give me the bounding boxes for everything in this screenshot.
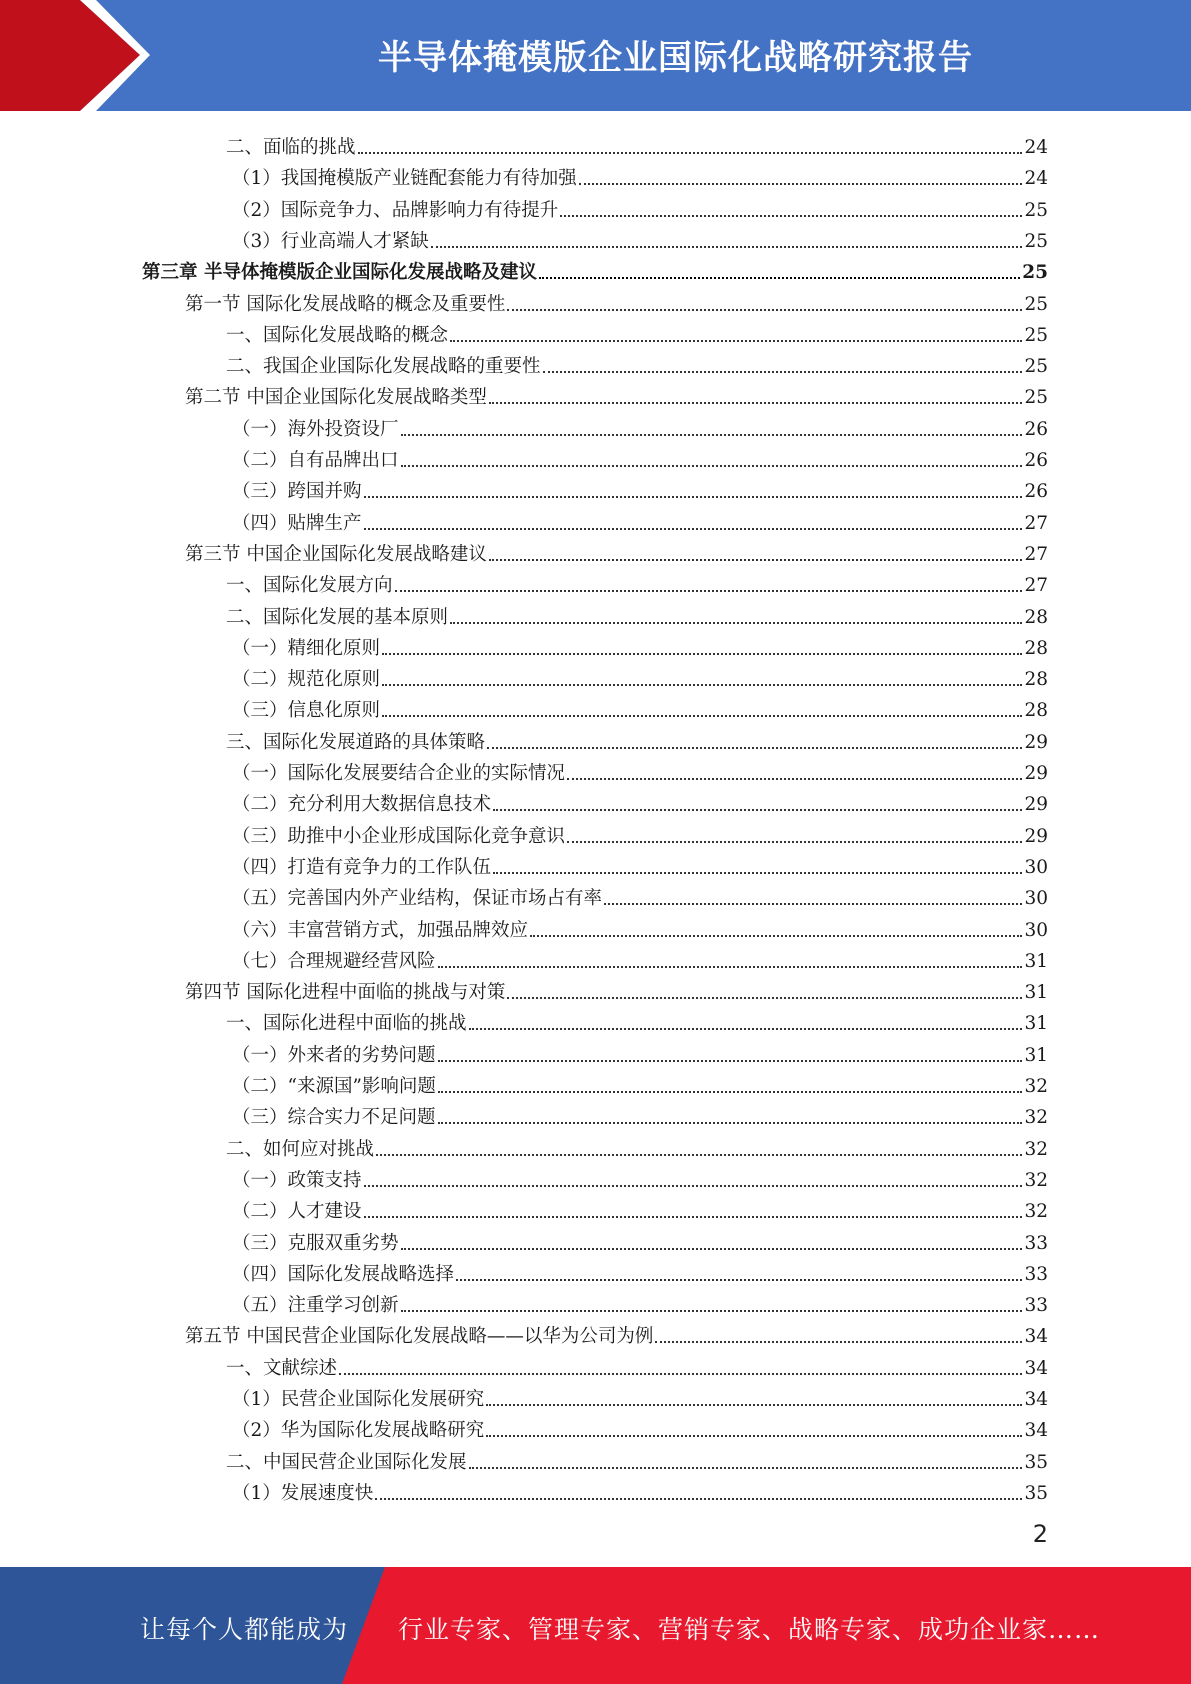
toc-entry[interactable] [232,472,1048,503]
toc-entry[interactable] [232,691,1048,722]
toc-entry-title: （2）华为国际化发展战略研究 [232,1420,485,1442]
toc-entry-page: 25 [1024,387,1048,409]
toc-dot-leader [493,809,1022,811]
toc-entry-page: 31 [1024,1013,1048,1035]
toc-entry-page: 29 [1024,763,1048,784]
toc-entry[interactable] [232,1380,1048,1411]
toc-dot-leader [567,841,1022,843]
toc-entry-title: 第一节 国际化发展战略的概念及重要性 [185,293,506,315]
toc-entry-page: 28 [1024,669,1048,691]
toc-entry[interactable] [232,911,1048,942]
toc-entry[interactable] [226,598,1048,629]
toc-entry-page: 24 [1024,137,1048,158]
toc-entry-page: 26 [1024,450,1048,471]
toc-entry-title: 第四节 国际化进程中面临的挑战与对策 [185,982,506,1004]
toc-entry-title: 二、我国企业国际化发展战略的重要性 [226,356,541,378]
toc-dot-leader [364,1185,1023,1187]
toc-entry[interactable] [232,191,1048,222]
toc-entry[interactable] [226,1130,1048,1161]
toc-entry-title: 一、文献综述 [226,1357,338,1379]
toc-entry[interactable] [232,1192,1048,1223]
toc-dot-leader [376,1154,1022,1156]
toc-entry-page: 26 [1024,418,1048,440]
toc-entry-page: 33 [1024,1295,1048,1317]
toc-entry-page: 35 [1024,1451,1048,1473]
toc-entry[interactable] [232,410,1048,441]
toc-dot-leader [543,371,1023,373]
toc-entry-title: （一）国际化发展要结合企业的实际情况 [232,763,566,784]
toc-entry-page: 25 [1024,293,1048,315]
toc-entry-page: 32 [1024,1169,1048,1191]
toc-entry-title: （三）克服双重劣势 [232,1232,399,1254]
toc-entry-page: 29 [1024,794,1048,816]
toc-dot-leader [567,778,1022,780]
toc-dot-leader [364,496,1023,498]
toc-dot-leader [604,903,1022,905]
toc-dot-leader [469,1028,1023,1030]
toc-entry-page: 32 [1024,1076,1048,1097]
toc-dot-leader [364,528,1023,530]
toc-entry-page: 28 [1024,700,1048,722]
toc-entry-page: 25 [1024,356,1048,378]
toc-entry-page: 31 [1024,1044,1048,1066]
toc-dot-leader [579,183,1023,185]
toc-entry[interactable] [232,660,1048,691]
toc-dot-leader [539,277,1020,279]
toc-entry-title: 第五节 中国民营企业国际化发展战略——以华为公司为例 [185,1326,654,1348]
toc-entry-title: （五）注重学习创新 [232,1295,399,1317]
toc-entry[interactable] [232,1098,1048,1129]
toc-entry[interactable] [226,1443,1048,1474]
toc-entry[interactable] [232,785,1048,816]
toc-entry-page: 31 [1024,950,1048,972]
footer-slogan-left: 让每个人都能成为 [140,1615,349,1644]
toc-entry-page: 25 [1022,262,1048,284]
toc-entry[interactable] [232,1411,1048,1442]
toc-dot-leader [507,309,1022,311]
toc-entry[interactable] [232,1067,1048,1098]
toc-chapter-entry[interactable] [142,253,1048,284]
toc-entry-page: 32 [1024,1201,1048,1223]
toc-entry-page: 34 [1024,1420,1048,1442]
toc-dot-leader [401,434,1023,436]
toc-dot-leader [450,622,1022,624]
toc-entry[interactable] [226,316,1048,347]
toc-entry[interactable] [232,848,1048,879]
toc-entry[interactable] [232,1255,1048,1286]
toc-dot-leader [375,1498,1022,1500]
toc-dot-leader [486,1435,1022,1437]
toc-dot-leader [401,465,1023,467]
toc-entry[interactable] [226,128,1048,159]
toc-entry[interactable] [232,1036,1048,1067]
toc-entry-title: （3）行业高端人才紧缺 [232,230,429,252]
toc-dot-leader [395,590,1023,592]
toc-dot-leader [489,559,1023,561]
toc-dot-leader [438,1091,1023,1093]
document-title: 半导体掩模版企业国际化战略研究报告 [378,38,973,78]
toc-dot-leader [382,653,1022,655]
toc-entry-title: （二）“来源国”影响问题 [232,1076,436,1097]
toc-dot-leader [469,1467,1023,1469]
toc-entry-page: 32 [1024,1107,1048,1129]
toc-entry-title: （七）合理规避经营风险 [232,950,436,972]
page-number: 2 [1032,1520,1048,1548]
toc-entry-page: 27 [1024,512,1048,534]
toc-entry-page: 30 [1024,856,1048,878]
toc-entry[interactable] [232,441,1048,472]
toc-entry-title: （一）海外投资设厂 [232,418,399,440]
toc-entry-page: 32 [1024,1138,1048,1160]
toc-entry-title: （1）我国掩模版产业链配套能力有待加强 [232,168,577,190]
toc-dot-leader [487,747,1022,749]
toc-dot-leader [486,1404,1022,1406]
toc-dot-leader [489,402,1023,404]
toc-dot-leader [655,1341,1022,1343]
toc-dot-leader [431,246,1023,248]
toc-dot-leader [382,715,1022,717]
toc-entry[interactable] [185,285,1048,316]
toc-entry-page: 24 [1024,168,1048,190]
toc-entry-title: （二）自有品牌出口 [232,450,399,471]
toc-entry[interactable] [232,1161,1048,1192]
toc-entry-title: 二、如何应对挑战 [226,1138,375,1160]
toc-entry-title: 三、国际化发展道路的具体策略 [226,731,486,753]
toc-entry-title: 一、国际化进程中面临的挑战 [226,1013,467,1035]
toc-entry-page: 33 [1024,1232,1048,1254]
toc-entry-page: 33 [1024,1263,1048,1285]
toc-entry-page: 34 [1024,1389,1048,1410]
toc-entry-title: （二）充分利用大数据信息技术 [232,794,492,816]
toc-entry-title: （四）贴牌生产 [232,512,362,534]
toc-entry-title: 二、中国民营企业国际化发展 [226,1451,467,1473]
toc-entry[interactable] [226,566,1048,597]
toc-entry-title: （三）信息化原则 [232,700,381,722]
footer-slogan-right: 行业专家、管理专家、营销专家、战略专家、成功企业家…… [398,1615,1101,1644]
toc-entry-page: 25 [1024,199,1048,221]
toc-entry[interactable] [232,1474,1048,1505]
toc-entry[interactable] [232,629,1048,660]
toc-entry-title: （1）发展速度快 [232,1482,374,1504]
toc-entry[interactable] [185,1317,1048,1348]
toc-entry-title: （一）外来者的劣势问题 [232,1044,436,1066]
toc-entry-page: 25 [1024,324,1048,346]
toc-entry-title: 一、国际化发展方向 [226,575,393,597]
toc-entry-title: 第二节 中国企业国际化发展战略类型 [185,387,487,409]
toc-entry-title: （四）打造有竞争力的工作队伍 [232,856,492,878]
toc-entry-title: （一）政策支持 [232,1169,362,1191]
toc-entry-title: 二、面临的挑战 [226,137,356,158]
toc-entry-page: 27 [1024,543,1048,565]
toc-entry-title: （三）综合实力不足问题 [232,1107,436,1129]
toc-entry-title: 一、国际化发展战略的概念 [226,324,449,346]
toc-entry-title: （四）国际化发展战略选择 [232,1263,455,1285]
toc-dot-leader [493,872,1022,874]
page-footer [0,1567,1191,1684]
toc-entry-title: （二）人才建设 [232,1201,362,1223]
toc-entry[interactable] [226,723,1048,754]
toc-dot-leader [339,1373,1022,1375]
toc-entry[interactable] [226,1004,1048,1035]
toc-dot-leader [530,935,1022,937]
toc-entry-title: （1）民营企业国际化发展研究 [232,1389,485,1410]
toc-dot-leader [507,997,1022,999]
toc-entry-title: （六）丰富营销方式，加强品牌效应 [232,919,529,941]
toc-dot-leader [358,152,1023,154]
toc-entry[interactable] [232,1224,1048,1255]
toc-dot-leader [382,684,1022,686]
toc-entry-title: （2）国际竞争力、品牌影响力有待提升 [232,199,559,221]
toc-entry-page: 29 [1024,825,1048,847]
toc-entry[interactable] [232,942,1048,973]
toc-entry[interactable] [226,347,1048,378]
toc-dot-leader [401,1248,1023,1250]
toc-dot-leader [438,1122,1023,1124]
toc-dot-leader [401,1310,1023,1312]
toc-entry-title: （二）规范化原则 [232,669,381,691]
toc-entry-title: 二、国际化发展的基本原则 [226,606,449,628]
toc-entry[interactable] [232,754,1048,785]
toc-dot-leader [364,1216,1023,1218]
toc-entry-page: 26 [1024,481,1048,503]
toc-dot-leader [438,1060,1023,1062]
toc-dot-leader [456,1279,1022,1281]
toc-entry-page: 34 [1024,1357,1048,1379]
toc-dot-leader [560,215,1022,217]
page-header [0,0,1191,111]
toc-entry-title: （三）跨国并购 [232,481,362,503]
toc-entry-page: 29 [1024,731,1048,753]
toc-entry-page: 27 [1024,575,1048,597]
toc-dot-leader [450,340,1022,342]
toc-entry-page: 31 [1024,982,1048,1004]
toc-entry-page: 30 [1024,919,1048,941]
toc-entry-title: 第三章 半导体掩模版企业国际化发展战略及建议 [142,262,537,284]
toc-entry[interactable] [232,879,1048,910]
toc-entry-page: 34 [1024,1326,1048,1348]
toc-entry-title: （三）助推中小企业形成国际化竞争意识 [232,825,566,847]
toc-entry[interactable] [232,504,1048,535]
toc-entry-title: （五）完善国内外产业结构，保证市场占有率 [232,888,603,910]
toc-entry[interactable] [226,1349,1048,1380]
toc-entry[interactable] [185,973,1048,1004]
toc-entry-page: 30 [1024,888,1048,910]
toc-entry[interactable] [232,817,1048,848]
toc-entry[interactable] [232,159,1048,190]
toc-entry[interactable] [185,535,1048,566]
toc-entry-title: （一）精细化原则 [232,637,381,659]
toc-entry-page: 28 [1024,637,1048,659]
toc-entry[interactable] [232,1286,1048,1317]
toc-dot-leader [438,966,1023,968]
toc-entry[interactable] [185,378,1048,409]
toc-entry-page: 35 [1024,1482,1048,1504]
toc-entry-page: 25 [1024,230,1048,252]
toc-entry-page: 28 [1024,606,1048,628]
toc-entry[interactable] [232,222,1048,253]
toc-entry-title: 第三节 中国企业国际化发展战略建议 [185,543,487,565]
